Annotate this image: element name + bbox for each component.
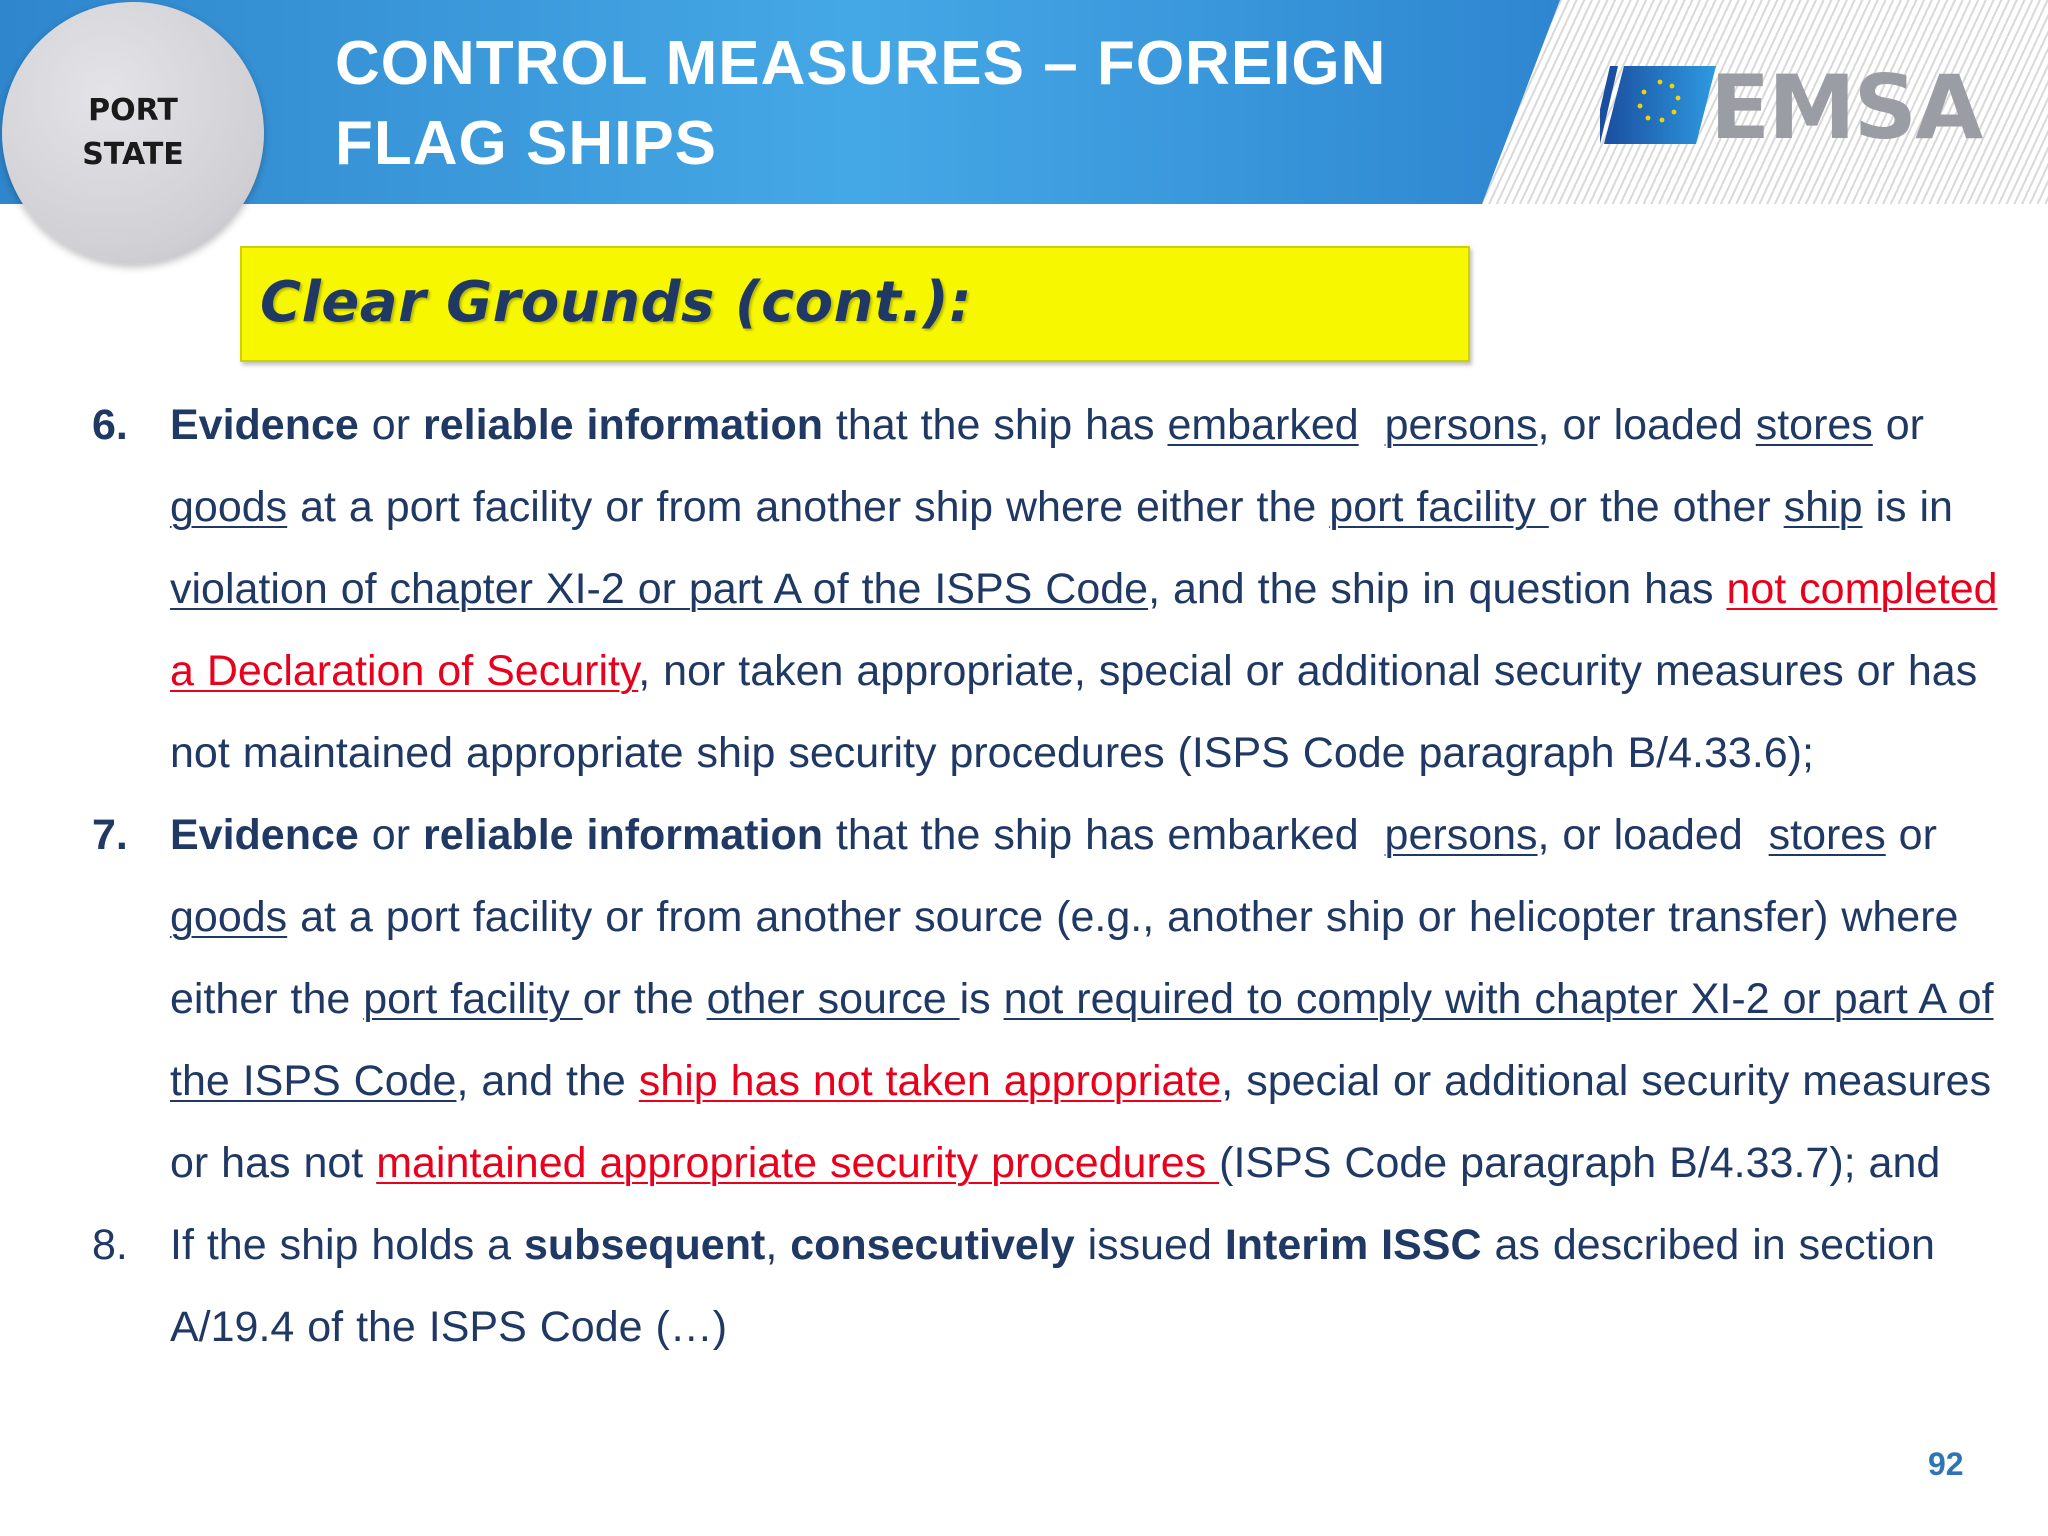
item-number: 6. (92, 401, 128, 449)
text: or (358, 401, 423, 449)
text: , or loaded (1537, 811, 1769, 859)
text: is in (1862, 483, 1953, 531)
list-item-6 (0, 384, 2010, 794)
text: , special or additional security measures or has not (170, 1057, 1992, 1187)
text-red-underlined: ship has not taken appropriate (638, 1057, 1222, 1105)
clear-grounds-list (0, 384, 2048, 1368)
text: or (1872, 401, 1924, 449)
item-text (170, 794, 2010, 1204)
text-underlined: port facility (1329, 483, 1549, 531)
text: , and the ship in question has (1148, 565, 1727, 613)
text: If the ship holds a (170, 1221, 524, 1269)
text-underlined: ship (1783, 483, 1863, 531)
item-text (170, 384, 2010, 794)
text: is (959, 975, 1004, 1023)
text: issued (1074, 1221, 1225, 1269)
item-text (170, 1204, 2010, 1368)
text-underlined: embarked (1167, 401, 1359, 449)
emsa-logo (1600, 56, 1982, 159)
text-underlined: persons (1384, 811, 1538, 859)
text-red-underlined: maintained appropriate security procedures (376, 1139, 1220, 1187)
text-underlined: persons (1384, 401, 1538, 449)
text-underlined: stores (1768, 811, 1886, 859)
text: or the other (1548, 483, 1784, 531)
text: , nor taken appropriate, special or additional security measures or has not maintained appropriate ship security procedures (ISPS Code paragraph B/4.33.6); (170, 647, 1978, 777)
badge-line-2: STATE (82, 137, 184, 172)
item-number: 7. (92, 811, 128, 859)
logo-text: EMSA (1710, 56, 1982, 159)
text: (ISPS Code paragraph B/4.33.7); and (1219, 1139, 1941, 1187)
text-bold: subsequent (524, 1221, 766, 1269)
text-underlined: not required to comply with chapter XI-2 or part A of the ISPS Code (170, 975, 1994, 1105)
text: or (1885, 811, 1937, 859)
list-item-7 (0, 794, 2010, 1204)
text: as described in section A/19.4 of the ISPS Code (…) (170, 1221, 1935, 1351)
text: at a port facility or from another source (e.g., another ship or helicopter transfer) where either the (170, 893, 1959, 1023)
page-title: CONTROL MEASURES – FOREIGN FLAG SHIPS (335, 29, 1387, 178)
text: , (765, 1221, 791, 1269)
text-bold: Evidence (170, 401, 359, 449)
text-underlined: violation of chapter XI-2 or part A of the ISPS Code (170, 565, 1149, 613)
subheading-box (240, 246, 1470, 362)
text: or (358, 811, 423, 859)
text-underlined: port facility (363, 975, 583, 1023)
text: , and the (456, 1057, 639, 1105)
text-bold: reliable information (422, 811, 823, 859)
item-number: 8. (92, 1221, 128, 1269)
emsa-flag-icon (1600, 62, 1720, 148)
text-underlined: goods (170, 483, 288, 531)
text-underlined: other source (706, 975, 960, 1023)
text: or the (582, 975, 707, 1023)
text: at a port facility or from another ship where either the (287, 483, 1330, 531)
text-underlined: goods (170, 893, 288, 941)
text-underlined: stores (1755, 401, 1873, 449)
port-state-badge (2, 2, 264, 264)
text: that the ship has embarked (822, 811, 1385, 859)
list-item-8 (0, 1204, 2010, 1368)
badge-line-1: PORT (88, 93, 178, 128)
text: , or loaded (1537, 401, 1756, 449)
text-red-underlined: not completed a Declaration of Security (170, 565, 1998, 695)
text: that the ship has (822, 401, 1168, 449)
text-bold: reliable information (422, 401, 823, 449)
text-bold: Interim ISSC (1224, 1221, 1482, 1269)
text (1359, 401, 1385, 449)
subheading: Clear Grounds (cont.): (260, 270, 973, 335)
page-number: 92 (1928, 1446, 1964, 1482)
text-bold: consecutively (790, 1221, 1075, 1269)
text-bold: Evidence (170, 811, 359, 859)
